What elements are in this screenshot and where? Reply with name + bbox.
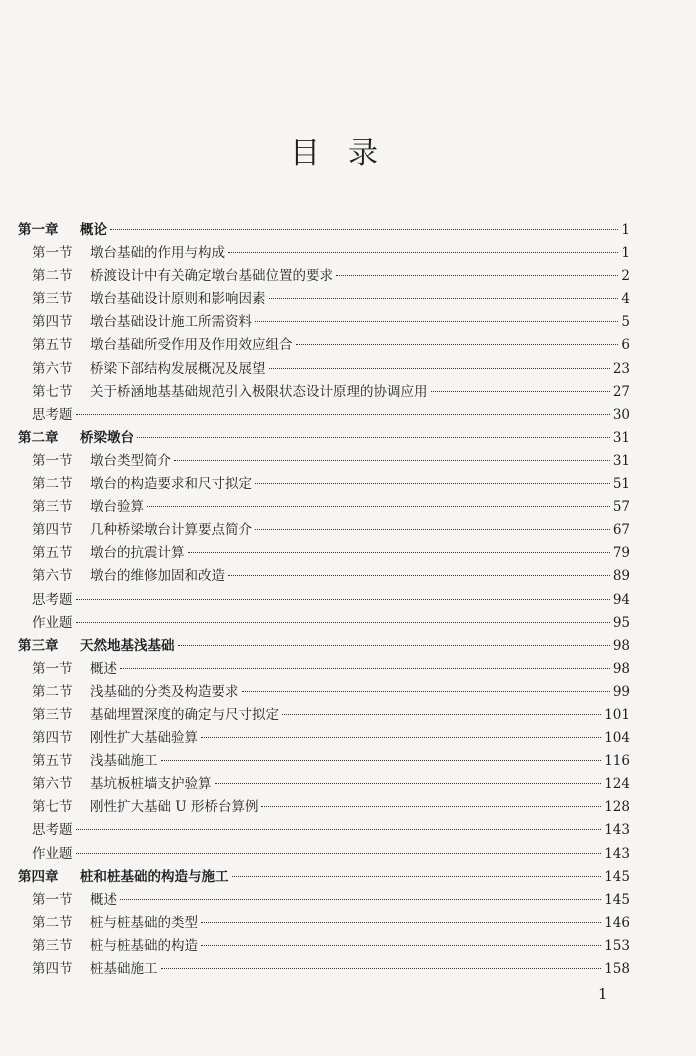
toc-entry-title: 思考题: [32, 591, 73, 608]
leader-dots: [269, 367, 610, 369]
toc-chapter-entry: [18, 218, 630, 241]
toc-section-entry: [18, 934, 630, 957]
table-of-contents: [18, 218, 630, 980]
leader-dots: [282, 713, 601, 715]
toc-chapter-entry: [18, 634, 630, 657]
toc-entry-page: 94: [612, 591, 630, 608]
toc-entry-page: 51: [612, 476, 630, 493]
toc-entry-title: 桩与桩基础的构造: [90, 937, 198, 954]
leader-dots: [261, 805, 601, 807]
toc-entry-title: 墩台基础的作用与构成: [90, 245, 225, 262]
leader-dots: [120, 667, 610, 669]
toc-entry-page: 67: [612, 522, 630, 539]
toc-section-entry: [18, 495, 630, 518]
toc-section-entry: [18, 726, 630, 749]
leader-dots: [269, 297, 619, 299]
toc-entry-number: 第四节: [32, 730, 73, 747]
toc-entry-page: 146: [604, 914, 630, 931]
toc-section-entry: [18, 472, 630, 495]
toc-entry-number: 第二节: [32, 476, 73, 493]
leader-dots: [201, 736, 601, 738]
toc-section-entry: [18, 541, 630, 564]
leader-dots: [201, 921, 601, 923]
toc-entry-page: 158: [604, 961, 630, 977]
toc-entry-title: 思考题: [32, 406, 73, 423]
toc-entry-number: 第一节: [32, 891, 73, 908]
toc-entry-title: 桩和桩基础的构造与施工: [80, 868, 229, 885]
toc-entry-page: 1: [621, 245, 630, 262]
leader-dots: [147, 505, 610, 507]
toc-entry-number: 第七节: [32, 799, 73, 816]
toc-section-entry: [18, 957, 630, 980]
toc-entry-page: 128: [604, 799, 630, 816]
leader-dots: [242, 690, 610, 692]
toc-section-entry: [18, 911, 630, 934]
leader-dots: [255, 482, 610, 484]
toc-chapter-entry: [18, 865, 630, 888]
toc-entry-page: 1: [621, 222, 630, 238]
toc-entry-number: 第三节: [32, 706, 73, 723]
leader-dots: [76, 598, 610, 600]
toc-entry-title: 概论: [80, 222, 107, 238]
toc-section-entry: [18, 818, 630, 841]
toc-entry-number: 第一节: [32, 452, 73, 469]
toc-entry-number: 第六节: [32, 776, 73, 793]
toc-entry-number: 第四章: [18, 868, 59, 885]
toc-entry-page: 98: [612, 660, 630, 677]
toc-entry-number: 第二节: [32, 914, 73, 931]
toc-entry-title: 墩台验算: [90, 499, 144, 516]
toc-section-entry: [18, 333, 630, 356]
leader-dots: [215, 782, 602, 784]
toc-section-entry: [18, 772, 630, 795]
toc-entry-number: 第一章: [18, 222, 59, 238]
leader-dots: [255, 320, 618, 322]
toc-entry-number: 第三章: [18, 637, 59, 654]
toc-entry-title: 桥梁下部结构发展概况及展望: [90, 360, 266, 377]
toc-entry-title: 作业题: [32, 845, 73, 862]
toc-section-entry: [18, 310, 630, 333]
toc-entry-page: 2: [621, 268, 630, 285]
leader-dots: [76, 852, 602, 854]
toc-entry-number: 第四节: [32, 314, 73, 331]
leader-dots: [76, 828, 602, 830]
toc-entry-number: 第一节: [32, 660, 73, 677]
toc-entry-page: 5: [621, 314, 630, 331]
leader-dots: [120, 898, 601, 900]
toc-entry-number: 第四节: [32, 961, 73, 977]
leader-dots: [336, 274, 618, 276]
toc-entry-page: 145: [604, 868, 630, 885]
toc-entry-number: 第二节: [32, 683, 73, 700]
leader-dots: [174, 459, 610, 461]
toc-entry-number: 第五节: [32, 753, 73, 770]
toc-entry-title: 几种桥梁墩台计算要点简介: [90, 522, 252, 539]
toc-entry-page: 153: [604, 937, 630, 954]
leader-dots: [228, 574, 610, 576]
toc-entry-title: 浅基础的分类及构造要求: [90, 683, 239, 700]
toc-section-entry: [18, 357, 630, 380]
toc-entry-page: 89: [612, 568, 630, 585]
toc-section-entry: [18, 795, 630, 818]
toc-entry-page: 27: [612, 383, 630, 400]
toc-entry-title: 思考题: [32, 822, 73, 839]
toc-entry-page: 23: [612, 360, 630, 377]
toc-entry-title: 基坑板桩墙支护验算: [90, 776, 212, 793]
toc-entry-title: 墩台基础设计原则和影响因素: [90, 291, 266, 308]
toc-entry-title: 浅基础施工: [90, 753, 158, 770]
toc-entry-title: 概述: [90, 660, 117, 677]
toc-entry-title: 刚性扩大基础 U 形桥台算例: [90, 799, 259, 816]
toc-entry-title: 概述: [90, 891, 117, 908]
toc-entry-title: 墩台的构造要求和尺寸拟定: [90, 476, 252, 493]
toc-section-entry: [18, 264, 630, 287]
toc-entry-title: 墩台类型简介: [90, 452, 171, 469]
toc-entry-title: 关于桥涵地基基础规范引入极限状态设计原理的协调应用: [90, 383, 428, 400]
toc-entry-title: 墩台基础所受作用及作用效应组合: [90, 337, 293, 354]
toc-entry-title: 作业题: [32, 614, 73, 631]
toc-entry-page: 116: [604, 753, 630, 770]
page-title: 目录: [290, 136, 406, 171]
toc-section-entry: [18, 657, 630, 680]
leader-dots: [188, 551, 610, 553]
toc-entry-number: 第五节: [32, 337, 73, 354]
toc-entry-page: 79: [612, 545, 630, 562]
toc-section-entry: [18, 287, 630, 310]
toc-entry-page: 124: [604, 776, 630, 793]
toc-section-entry: [18, 518, 630, 541]
toc-entry-title: 天然地基浅基础: [80, 637, 175, 654]
toc-entry-title: 墩台的维修加固和改造: [90, 568, 225, 585]
toc-entry-page: 143: [604, 845, 630, 862]
leader-dots: [296, 343, 619, 345]
toc-entry-number: 第三节: [32, 499, 73, 516]
toc-entry-page: 99: [612, 683, 630, 700]
toc-entry-number: 第三节: [32, 937, 73, 954]
leader-dots: [110, 228, 618, 230]
toc-section-entry: [18, 888, 630, 911]
leader-dots: [161, 759, 602, 761]
leader-dots: [137, 436, 610, 438]
toc-entry-title: 墩台基础设计施工所需资料: [90, 314, 252, 331]
toc-section-entry: [18, 588, 630, 611]
leader-dots: [161, 967, 602, 969]
toc-entry-page: 30: [612, 406, 630, 423]
toc-entry-title: 墩台的抗震计算: [90, 545, 185, 562]
toc-entry-number: 第六节: [32, 360, 73, 377]
leader-dots: [76, 413, 610, 415]
toc-entry-title: 桥渡设计中有关确定墩台基础位置的要求: [90, 268, 333, 285]
toc-section-entry: [18, 380, 630, 403]
toc-entry-page: 6: [621, 337, 630, 354]
toc-chapter-entry: [18, 426, 630, 449]
toc-entry-page: 95: [612, 614, 630, 631]
toc-entry-page: 101: [604, 706, 630, 723]
toc-section-entry: [18, 611, 630, 634]
toc-section-entry: [18, 449, 630, 472]
toc-section-entry: [18, 680, 630, 703]
toc-entry-number: 第一节: [32, 245, 73, 262]
toc-entry-page: 57: [612, 499, 630, 516]
toc-entry-title: 桩基础施工: [90, 961, 158, 977]
toc-entry-page: 143: [604, 822, 630, 839]
leader-dots: [178, 644, 610, 646]
toc-entry-number: 第五节: [32, 545, 73, 562]
toc-entry-number: 第二节: [32, 268, 73, 285]
leader-dots: [76, 621, 610, 623]
leader-dots: [201, 944, 601, 946]
toc-entry-title: 基础埋置深度的确定与尺寸拟定: [90, 706, 279, 723]
toc-section-entry: [18, 241, 630, 264]
toc-entry-page: 98: [612, 637, 630, 654]
leader-dots: [232, 875, 602, 877]
toc-section-entry: [18, 749, 630, 772]
toc-entry-title: 桩与桩基础的类型: [90, 914, 198, 931]
toc-entry-page: 145: [604, 891, 630, 908]
toc-entry-page: 31: [612, 429, 630, 446]
leader-dots: [431, 390, 610, 392]
toc-entry-page: 4: [621, 291, 630, 308]
toc-entry-page: 31: [612, 452, 630, 469]
leader-dots: [255, 528, 610, 530]
toc-section-entry: [18, 842, 630, 865]
toc-entry-number: 第六节: [32, 568, 73, 585]
toc-section-entry: [18, 703, 630, 726]
leader-dots: [228, 251, 618, 253]
page-number: 1: [598, 985, 608, 1003]
toc-entry-number: 第四节: [32, 522, 73, 539]
toc-entry-page: 104: [604, 730, 630, 747]
toc-entry-title: 刚性扩大基础验算: [90, 730, 198, 747]
toc-entry-number: 第二章: [18, 429, 59, 446]
toc-section-entry: [18, 403, 630, 426]
toc-section-entry: [18, 564, 630, 587]
toc-entry-title: 桥梁墩台: [80, 429, 134, 446]
toc-entry-number: 第七节: [32, 383, 73, 400]
toc-entry-number: 第三节: [32, 291, 73, 308]
